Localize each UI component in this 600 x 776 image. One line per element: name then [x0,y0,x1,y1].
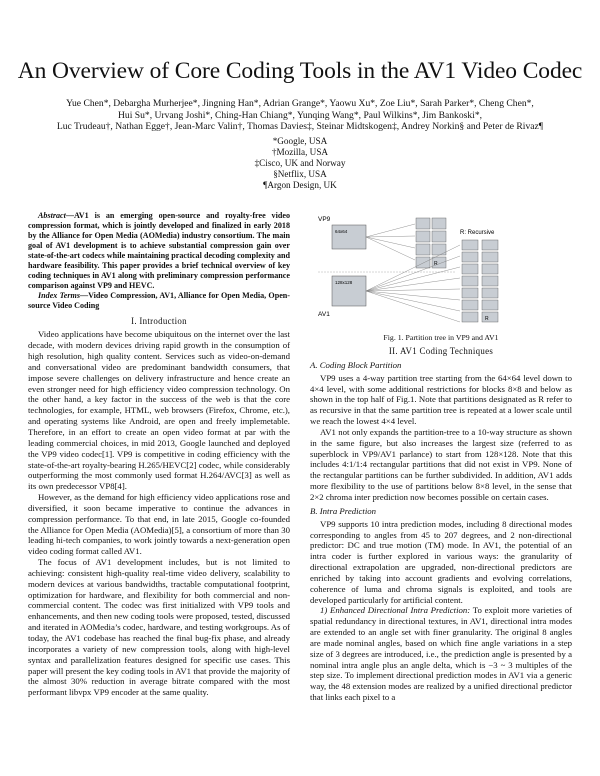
figure-caption: Fig. 1. Partition tree in VP9 and AV1 [383,333,499,342]
av1-label: AV1 [318,311,330,318]
subsection-a-heading: A. Coding Block Partition [310,359,402,370]
partition-tree-figure [310,212,572,332]
paper-title: An Overview of Core Coding Tools in the AV1 Video Codec [17,58,583,84]
abstract-text: —AV1 is an emerging open-source and royalty-free video compression format, which is jointly developed and finalized in early 2018 by the Alliance for Open Media (AOMedia) industry consortium. The main goal of AV1 development is to achieve substantial compression gain over state-of-the-art codecs while maintaining practical decoding complexity and hardware feasibility. This paper provides a brief technical overview of key coding techniques in AV1 along with preliminary compression performance comparison against VP9 and HEVC. [28,211,290,290]
intro-paragraph-2: However, as the demand for high efficiency video applications rose and diversified, it soon became imperative to continue the advances in compression performance. To that end, in late 2015, Google co-founded the Alliance for Open Media (AOMedia)[5], a consortium of more than 30 leading hi-tech companies, to work jointly towards a next-generation open video coding format called AV1. [28,492,290,557]
section-techniques-heading: II. AV1 Coding Techniques [388,346,494,356]
intra-paragraph-1: VP9 supports 10 intra prediction modes, including 8 directional modes corresponding to angles from 45 to 207 degrees, and 2 non-directional predictor: DC and true motion (TM) mode. In AV1, the potential of an intra coder is further explored in various ways: the granularity of directional extrapolation are upgraded, non-directional predictors are enriched by taking into account gradients and evolving correlations, coherence of luma and chroma signals is exploited, and tools are developed particularly for artificial content. [310,518,572,605]
author-line-1: Yue Chen*, Debargha Murherjee*, Jingning Han*, Adrian Grange*, Yaowu Xu*, Zoe Liu*, Sarah Parker*, Cheng Chen*, [66,98,534,109]
av1-root-size: 128x128 [335,280,353,285]
subsection-b-heading: B. Intra Prediction [310,505,377,516]
affiliation-argon: ¶Argon Design, UK [263,180,337,190]
affiliation-google: *Google, USA [272,136,328,146]
index-terms-text: —Video Compression, AV1, Alliance for Open Media, Open-source Video Coding [28,290,291,310]
abstract-label: Abstract [38,211,66,220]
affiliation-netflix: §Netflix, USA [273,169,327,179]
av1-partition-blocks [462,240,498,322]
intro-paragraph-1: Video applications have become ubiquitous on the internet over the last decade, with modern devices driving rapid growth in the consumption of high resolution, high quality content. Services such as video-on-demand and conversational video are predominant bandwidth consumers, that impose severe challenges on delivery infrastructure and hence create an even stronger need for high efficiency video compression technology. On the other hand, a key factor in the success of the web is that the core technologies, for example, HTML, web browsers (Firefox, Chrome, etc.), and operating systems like Android, are open and freely implemetable. Therefore, in an effort to create an open video format at par with the leading commercial choices, in mid 2013, Google launched and deployed the VP9 video codec[1]. VP9 is competitive in coding efficiency with the state-of-the-art royalty-bearing H.265/HEVC[2] codec, while considerably outperforming the most commonly used format H.264/AVC[3] as well as its own predecessor VP8[4]. [28,329,290,492]
vp9-root-size: 64x64 [335,229,348,234]
index-terms-label: Index Terms [38,290,80,300]
vp9-branches [366,224,415,260]
vp9-label: VP9 [318,216,331,223]
intra-paragraph-2 [310,605,572,703]
affiliation-cisco: ‡Cisco, UK and Norway [254,158,346,168]
author-list [24,98,576,133]
index-terms [28,291,290,311]
vp9-recursive-mark: R [434,261,438,267]
author-line-3: Luc Trudeau†, Nathan Egge†, Jean-Marc Valin†, Thomas Davies‡, Steinar Midtskogen‡, Andrey Norkin§ and Peter de Rivaz¶ [56,121,544,133]
abstract [28,211,290,291]
av1-branches [366,245,460,322]
author-line-2: Hui Su*, Urvang Joshi*, Ching-Han Chiang*, Yunqing Wang*, Paul Wilkins*, Jim Bankoski*, [117,109,483,121]
partition-paragraph-1: VP9 uses a 4-way partition tree starting from the 64×64 level down to 4×4 level, with some additional restrictions for blocks 8×8 and below as shown in the top half of Fig.1. Note that partitions designated as R refer to as recursive in that the same partition tree is repeated at a lower scale until we reach the lowest 4×4 level. [310,372,572,427]
recursive-legend: R: Recursive [460,230,495,236]
av1-recursive-mark: R [485,316,489,322]
enhanced-directional-text: To exploit more varieties of spatial redundancy in directional textures, in AV1, directional intra modes are extended to an angle set with finer granularity. The original 8 angles are made nominal angles, based on which fine angle variations in a step size of 3 degrees are introduced, i.e., the prediction angle is presented by a nominal intra angle plus an angle delta, which is −3 ~ 3 multiples of the step size. To implement directional prediction modes in AV1 via a generic way, the 48 extension modes are realized by a unified directional predictor that links each pixel to a [310,605,572,703]
enhanced-directional-heading: 1) Enhanced Directional Intra Prediction: [320,605,471,616]
right-column [310,346,572,703]
intro-paragraph-3: The focus of AV1 development includes, but is not limited to achieving: consistent high-quality real-time video delivery, scalability to modern devices at various bandwidths, tractable computational footprint, optimization for hardware, and flexibility for both commercial and non-commercial content. The codec was first initialized with VP9 tools and enhancements, and then new coding tools were proposed, tested, discussed and iterated in AOMedia’s codec, hardware, and testing workgroups. As of today, the AV1 codebase has reached the final bug-fix phase, and already incorporates a variety of new compression tools, along with high-level syntax and parallelization features designed for specific use cases. This paper will present the key coding tools in AV1 that provide the majority of the almost 30% reduction in average bitrate compared with the most performant libvpx VP9 encoder at the same quality. [28,557,290,698]
vp9-partition-blocks [416,218,446,268]
left-column [28,211,290,698]
affiliation-mozilla: †Mozilla, USA [271,147,329,157]
section-introduction-heading: I. Introduction [131,315,187,326]
partition-paragraph-2: AV1 not only expands the partition-tree to a 10-way structure as shown in the same figure, but also increases the largest size (referred to as superblock in VP9/AV1 parlance) to start from 128×128. Note that this includes 4:1/1:4 rectangular partitions that did not exist in VP9. None of the rectangular partitions can be further subdivided. In addition, AV1 adds more flexibility to the use of partitions below 8×8 level, in the sense that 2×2 chroma inter prediction now becomes possible on certain cases. [310,426,572,502]
